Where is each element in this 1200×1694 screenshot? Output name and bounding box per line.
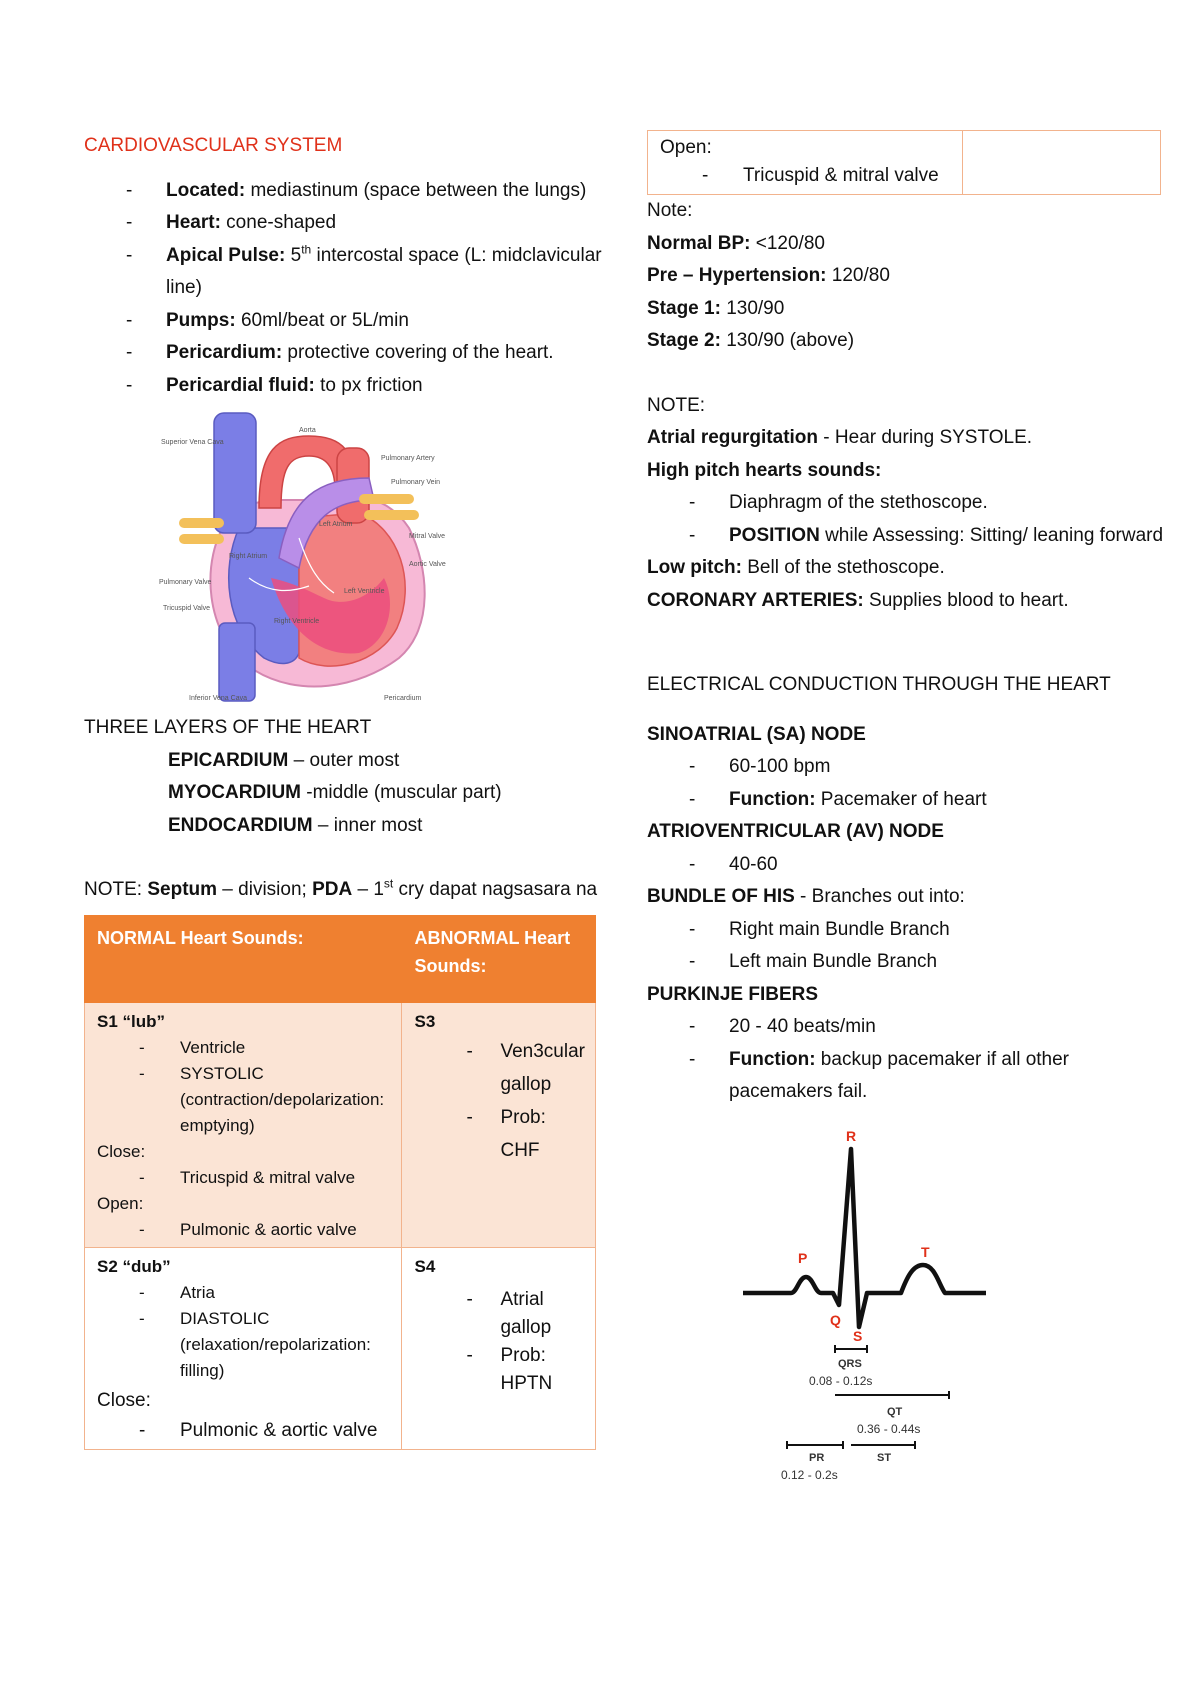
close-label: Close: <box>97 1141 146 1161</box>
septum-note <box>84 874 604 907</box>
s1-list <box>97 1035 391 1139</box>
sa-node-list <box>647 751 1167 816</box>
ecg-qrs-value: 0.08 - 0.12s <box>809 1373 873 1388</box>
heart-label: Superior Vena Cava <box>161 439 224 446</box>
layer-term: ENDOCARDIUM <box>168 814 313 836</box>
heart-label: Inferior Vena Cava <box>189 695 247 702</box>
note-term: High pitch hearts sounds: <box>647 459 882 481</box>
fact-text: mediastinum (space between the lungs) <box>245 179 587 201</box>
ecg-pr-label: PR <box>809 1451 825 1464</box>
ecg-qt-label: QT <box>887 1405 903 1418</box>
close-label: Close: <box>97 1389 151 1411</box>
ecg-qrs-label: QRS <box>838 1357 862 1370</box>
fact-text: to px friction <box>314 374 423 396</box>
note-label: Note: <box>647 200 693 221</box>
table-cell <box>402 1002 596 1247</box>
superscript: st <box>383 876 394 891</box>
list-item <box>647 784 1167 817</box>
table-cell <box>648 131 963 195</box>
left-column <box>84 130 604 1450</box>
heart-sounds-table <box>84 915 596 1450</box>
bundle-his-title <box>647 881 1167 914</box>
note-text: Pacemaker of heart <box>815 788 987 810</box>
note-text: Supplies blood to heart. <box>863 589 1069 611</box>
facts-list <box>84 175 604 403</box>
heart-label: Tricuspid Valve <box>163 605 211 612</box>
node-title: SINOATRIAL (SA) NODE <box>647 723 866 745</box>
note-term: CORONARY ARTERIES: <box>647 589 864 611</box>
bp-value: <120/80 <box>750 232 825 254</box>
layer-endocardium <box>84 810 604 843</box>
table-cell <box>85 1002 402 1247</box>
note-text: Bell of the stethoscope. <box>741 557 945 578</box>
list-item <box>647 1044 1167 1109</box>
note-text: - Branches out into: <box>794 886 965 907</box>
layer-term: EPICARDIUM <box>168 749 289 771</box>
bp-item <box>647 228 1167 261</box>
bundle-his-list <box>647 914 1167 979</box>
note-prefix: NOTE: <box>84 879 148 900</box>
list-item: - Tricuspid & mitral valve <box>97 1165 391 1191</box>
note-text: cry dapat nagsasara na <box>393 879 598 900</box>
close-list <box>97 1417 391 1445</box>
open-list <box>97 1217 391 1243</box>
coronary-note <box>647 585 1167 618</box>
list-item: - DIASTOLIC (relaxation/repolarization: filling) <box>97 1306 391 1384</box>
table-cell <box>402 1247 596 1449</box>
fact-term: Pericardium: <box>166 342 283 363</box>
fact-term: Pumps: <box>166 309 236 331</box>
sa-node-title <box>647 719 1167 752</box>
ecg-label-p: P <box>798 1249 808 1266</box>
list-item: - Atria <box>97 1280 391 1306</box>
high-pitch-list <box>647 487 1167 552</box>
heart-label: Left Atrium <box>319 521 353 528</box>
bp-item <box>647 260 1167 293</box>
note-term: Function: <box>729 788 816 810</box>
list-item <box>84 240 604 305</box>
ecg-label-r: R <box>846 1127 857 1144</box>
list-item: - Right main Bundle Branch <box>647 914 1167 947</box>
table-header: ABNORMAL Heart Sounds: <box>402 915 596 1002</box>
note-term: POSITION <box>729 524 820 546</box>
heart-label: Pulmonary Valve <box>159 579 212 586</box>
note-term: Septum <box>147 879 218 900</box>
ecg-label-q: Q <box>830 1311 841 1328</box>
close-list <box>97 1165 391 1191</box>
high-pitch-heading <box>647 455 1167 488</box>
list-item: - Ven3cular gallop <box>414 1035 585 1101</box>
bp-term: Stage 2: <box>647 330 721 351</box>
list-item: - Prob: CHF <box>414 1101 585 1167</box>
table-cell <box>963 131 1161 195</box>
open-list <box>660 162 950 190</box>
bp-term: Pre – Hypertension: <box>647 265 827 286</box>
heart-label: Left Ventricle <box>344 588 385 595</box>
list-item: - Ventricle <box>97 1035 391 1061</box>
layer-epicardium <box>84 745 604 778</box>
note-label: NOTE: <box>647 394 706 416</box>
right-column <box>647 130 1167 1487</box>
node-title: PURKINJE FIBERS <box>647 983 819 1005</box>
sound-title: S4 <box>414 1256 436 1276</box>
bp-term: Stage 1: <box>647 297 721 319</box>
heart-label: Mitral Valve <box>409 533 446 540</box>
heart-label: Aorta <box>299 427 316 434</box>
sound-title: S1 “lub” <box>97 1011 166 1031</box>
table-row <box>648 131 1161 195</box>
fact-text: protective covering of the heart. <box>282 342 554 363</box>
ecg-st-label: ST <box>877 1451 892 1464</box>
bp-value: 130/90 <box>720 297 785 319</box>
open-label: Open: <box>660 137 712 158</box>
table-row <box>85 1247 596 1449</box>
electrical-heading: ELECTRICAL CONDUCTION THROUGH THE HEART <box>647 674 1111 695</box>
layers-heading: THREE LAYERS OF THE HEART <box>84 717 372 738</box>
layer-text: -middle (muscular part) <box>301 782 502 803</box>
list-item <box>84 305 604 338</box>
list-item <box>84 175 604 208</box>
open-label: Open: <box>97 1193 144 1213</box>
list-item: - 20 - 40 beats/min <box>647 1011 1167 1044</box>
list-item <box>84 370 604 403</box>
bp-item <box>647 293 1167 326</box>
sound-title: S3 <box>414 1011 436 1031</box>
table-row <box>85 1002 596 1247</box>
low-pitch-note <box>647 552 1167 585</box>
heart-label: Right Atrium <box>229 553 268 560</box>
note-text: - Hear during SYSTOLE. <box>818 427 1033 448</box>
list-item: - Tricuspid & mitral valve <box>660 162 950 190</box>
node-title: BUNDLE OF HIS <box>647 886 795 907</box>
note-text: while Assessing: Sitting/ leaning forward <box>819 524 1164 546</box>
table-header: NORMAL Heart Sounds: <box>85 915 402 1002</box>
s2-list <box>97 1280 391 1384</box>
heart-label: Right Ventricle <box>274 618 320 625</box>
list-item: - Pulmonic & aortic valve <box>97 1417 391 1445</box>
heart-diagram <box>159 408 454 706</box>
layer-myocardium <box>84 777 604 810</box>
list-item: - Pulmonic & aortic valve <box>97 1217 391 1243</box>
av-node-list <box>647 849 1167 882</box>
list-item <box>84 207 604 240</box>
purkinje-list <box>647 1011 1167 1109</box>
heart-label: Pericardium <box>384 695 422 702</box>
list-item: - 40-60 <box>647 849 1167 882</box>
note-term: Function: <box>729 1048 816 1070</box>
list-item: - Left main Bundle Branch <box>647 946 1167 979</box>
list-item: - Prob: HPTN <box>414 1342 585 1398</box>
bp-term: Normal BP: <box>647 232 751 254</box>
note-text: backup pacemaker if all other pacemakers fail. <box>729 1048 1069 1102</box>
fact-text: cone-shaped <box>220 212 337 233</box>
table-cell <box>85 1247 402 1449</box>
bp-item <box>647 325 1167 358</box>
section-title: CARDIOVASCULAR SYSTEM <box>84 135 343 156</box>
ecg-pr-value: 0.12 - 0.2s <box>781 1467 838 1482</box>
fact-term: Apical Pulse: <box>166 244 286 266</box>
note-term: PDA <box>312 879 353 900</box>
ecg-qt-value: 0.36 - 0.44s <box>857 1421 921 1436</box>
list-item <box>84 337 604 370</box>
fact-term: Heart: <box>166 212 221 233</box>
superscript: th <box>301 242 312 257</box>
fact-term: Pericardial fluid: <box>166 374 315 396</box>
list-item: - Atrial gallop <box>414 1286 585 1342</box>
atrial-note <box>647 422 1167 455</box>
list-item: - 60-100 bpm <box>647 751 1167 784</box>
list-item: - Diaphragm of the stethoscope. <box>647 487 1167 520</box>
ecg-label-t: T <box>921 1243 930 1260</box>
fact-text: 60ml/beat or 5L/min <box>235 309 409 331</box>
layer-text: – outer most <box>288 749 400 771</box>
s3-list <box>414 1035 585 1167</box>
layer-term: MYOCARDIUM <box>168 782 301 803</box>
note-term: Atrial regurgitation <box>647 427 819 448</box>
heart-label: Pulmonary Artery <box>381 455 435 462</box>
purkinje-title <box>647 979 1167 1012</box>
ecg-diagram <box>731 1127 1021 1487</box>
fact-term: Located: <box>166 179 246 201</box>
s4-list <box>414 1286 585 1398</box>
av-node-title <box>647 816 1167 849</box>
node-title: ATRIOVENTRICULAR (AV) NODE <box>647 821 944 842</box>
note-term: Low pitch: <box>647 557 742 578</box>
note-text: – 1 <box>352 879 384 900</box>
list-item <box>647 520 1167 553</box>
fact-text: 5 <box>285 244 302 266</box>
continued-table <box>647 130 1161 195</box>
heart-label: Pulmonary Vein <box>391 479 441 486</box>
sound-title: S2 “dub” <box>97 1256 171 1276</box>
bp-value: 130/90 (above) <box>720 330 855 351</box>
layer-text: – inner most <box>312 814 423 836</box>
list-item: - SYSTOLIC (contraction/depolarization: emptying) <box>97 1061 391 1139</box>
heart-label: Aortic Valve <box>409 561 446 568</box>
note-text: – division; <box>217 879 313 900</box>
ecg-label-s: S <box>853 1327 863 1344</box>
bp-value: 120/80 <box>826 265 890 286</box>
fact-text: intercostal space (L: midclavicular line) <box>166 244 602 298</box>
